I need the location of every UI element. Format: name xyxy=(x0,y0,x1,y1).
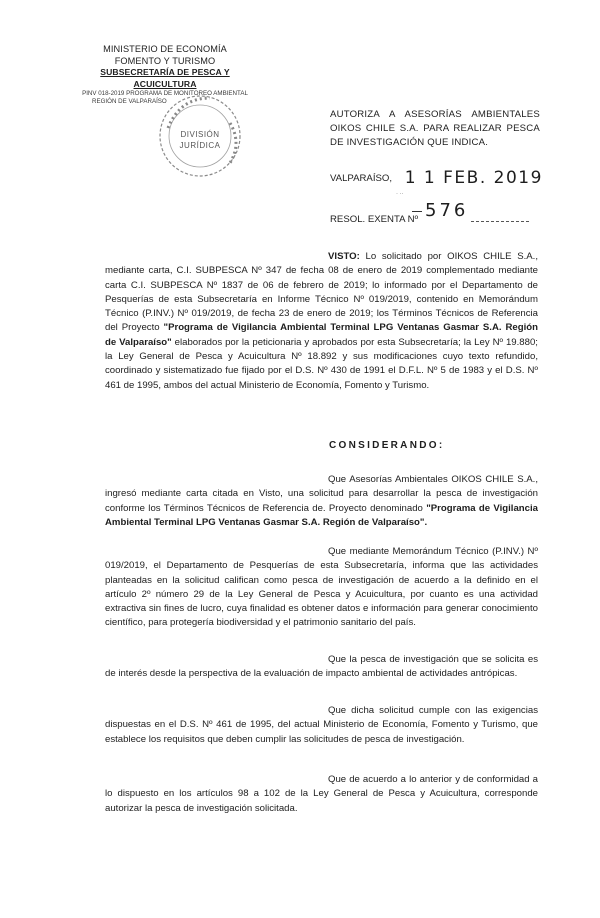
letterhead-ministry: MINISTERIO DE ECONOMÍA xyxy=(103,44,227,54)
considerando-3-text: Que la pesca de investigación que se solicita es de interés desde la perspectiva de la evaluación de impacto ambiental de actividades antrópicas. xyxy=(105,654,538,680)
number-suffix-line xyxy=(471,221,529,222)
letterhead-undersecretariat: SUBSECRETARÍA DE PESCA Y ACUICULTURA xyxy=(100,67,230,89)
considerando-paragraph-1 xyxy=(105,473,538,530)
date-stamp: 1 1 FEB. 2019 xyxy=(404,168,543,188)
stamp-label xyxy=(170,129,230,151)
resolution-number-line xyxy=(330,200,469,225)
visto-label: VISTO: xyxy=(328,251,360,262)
visto-text-2: elaborados por la peticionaria y aprobados por esta Subsecretaría; la Ley Nº 19.880; la Ley General de Pesca y Acuicultura Nº 18.892 y sus modificaciones cuyo texto refundido, coordinado y sistematizado fue fijado por el D.S. Nº 430 de 1991 el D.F.L. Nº 5 de 1983 y el D.S. Nº 461 de 1995, ambos del actual Ministerio de Economía, Fomento y Turismo. xyxy=(105,336,538,391)
considerando-paragraph-4 xyxy=(105,704,538,747)
considerando-2-text: Que mediante Memorándum Técnico (P.INV.) Nº 019/2019, el Departamento de Pesquerías de esta Subsecretaría, informa que las actividades planteadas en la solicitud califican como pesca de investigación de acuerdo a la definido en el artículo 2º número 29 de la Ley General de Pesca y Acuicultura, por cuanto es una actividad extractiva sin fines de lucro, cuya finalidad es obtener datos e información para generar conocimiento científico, para protegería biodiversidad y el patrimonio sanitario del país. xyxy=(105,546,538,629)
number-prefix-line xyxy=(412,211,422,212)
visto-project-name: "Programa de Vigilancia Ambiental Terminal LPG Ventanas Gasmar S.A. Región de Valparaíso" xyxy=(105,322,538,348)
stamp-mark: · ·· xyxy=(396,191,404,197)
visto-text-1: Lo solicitado por OIKOS CHILE S.A., mediante carta, C.I. SUBPESCA Nº 347 de fecha 08 de enero de 2019 complementado mediante carta C.I. SUBPESCA Nº 1837 de 06 de febrero de 2019; lo informado por el Departamento de Pesquerías de esta Subsecretaría en Informe Técnico Nº 019/2019, contenido en Memorándum Técnico (P.INV.) Nº 019/2019, de fecha 23 de enero de 2019; los Términos Técnicos de Referencia del Proyecto xyxy=(105,251,538,334)
place-date xyxy=(330,166,543,186)
considerando-1-text: Que Asesorías Ambientales OIKOS CHILE S.A., ingresó mediante carta citada en Visto, una solicitud para desarrollar la pesca de investigación conforme los Términos Técnicos de Referencia de. Proyecto denominado xyxy=(105,474,538,514)
stamp-label-line1: DIVISIÓN xyxy=(180,130,220,139)
considerando-title: CONSIDERANDO: xyxy=(329,440,445,451)
considerando-4-text: Que dicha solicitud cumple con las exigencias dispuestas en el D.S. Nº 461 de 1995, del actual Ministerio de Economía, Fomento y Turismo, que establece los requisitos que deben cumplir las solicitudes de pesca de investigación. xyxy=(105,705,538,745)
letterhead-reference: PINV 018-2019 PROGRAMA DE MONITOREO AMBIENTAL xyxy=(82,90,248,97)
considerando-paragraph-3 xyxy=(105,653,538,682)
letterhead-ministry-sub: FOMENTO Y TURISMO xyxy=(114,55,216,66)
considerando-paragraph-5 xyxy=(105,773,538,816)
resolution-subject: AUTORIZA A ASESORÍAS AMBIENTALES OIKOS CHILE S.A. PARA REALIZAR PESCA DE INVESTIGACIÓN QUE INDICA. xyxy=(330,109,540,148)
considerando-1-project: "Programa de Vigilancia Ambiental Terminal LPG Ventanas Gasmar S.A. Región de Valparaíso". xyxy=(105,502,539,528)
letterhead-region: REGIÓN DE VALPARAÍSO xyxy=(92,98,167,105)
stamp-label-line2: JURÍDICA xyxy=(179,141,221,150)
visto-paragraph xyxy=(105,250,538,393)
place-label: VALPARAÍSO, xyxy=(330,173,393,184)
resolution-number: 576 xyxy=(425,200,469,221)
considerando-5-text: Que de acuerdo a lo anterior y de conformidad a lo dispuesto en los artículos 98 a 102 de la Ley General de Pesca y Acuicultura, corresponde autorizar la pesca de investigación solicitada. xyxy=(105,774,538,814)
resolution-label: RESOL. EXENTA Nº xyxy=(330,214,419,225)
considerando-paragraph-2 xyxy=(105,545,538,631)
